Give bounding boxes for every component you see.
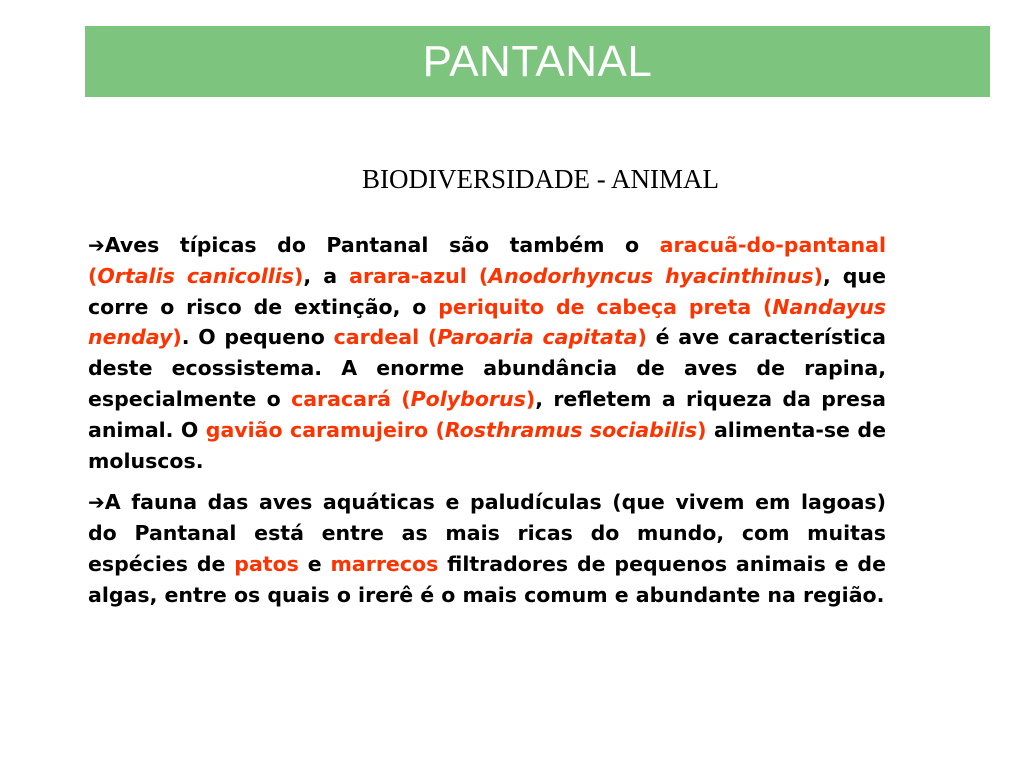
slide-title: PANTANAL [422, 36, 653, 86]
species-nandayus: Nandayus nenday [88, 294, 886, 350]
species-polyborus: Polyborus [410, 386, 526, 411]
title-bar [85, 26, 990, 97]
text-segment: , a [303, 263, 350, 288]
paren-close: ) [813, 263, 823, 288]
highlight-arara-azul: arara-azul ( [349, 263, 489, 288]
paragraph-aves-tipicas [88, 230, 886, 476]
species-rosthramus: Rosthramus sociabilis [444, 417, 698, 442]
text-segment: , que corre o risco de extinção, o [88, 263, 886, 319]
highlight-aracua: aracuã-do-pantanal ( [88, 233, 886, 288]
paren-close: ) [525, 386, 536, 411]
highlight-gaviao: gavião caramujeiro ( [205, 417, 445, 442]
slide-subtitle: BIODIVERSIDADE - ANIMAL [362, 164, 719, 194]
arrow-bullet-icon: ➔ [88, 490, 105, 515]
species-paroaria: Paroaria capitata [437, 325, 638, 350]
highlight-cardeal: cardeal ( [333, 325, 438, 350]
text-segment: Aves típicas do Pantanal são também o [104, 233, 660, 257]
highlight-periquito: periquito de cabeça preta ( [438, 294, 773, 319]
text-segment: . O pequeno [181, 325, 334, 350]
text-segment: filtradores de pequenos animais e de algas, entre os quais o irerê é o mais comum e abundante na região. [88, 551, 886, 607]
text-segment: alimenta-se de moluscos. [88, 417, 886, 473]
text-segment: A fauna das aves aquáticas e paludículas (que vivem em lagoas) do Pantanal está entre as mais ricas do mundo, com muitas espécies de [88, 490, 886, 576]
slide-body [88, 230, 886, 611]
highlight-patos: patos [234, 551, 299, 576]
highlight-marrecos: marrecos [330, 551, 439, 576]
highlight-caracara: caracará ( [291, 386, 411, 411]
paren-close: ) [637, 325, 647, 350]
paren-close: ) [697, 417, 707, 442]
species-ortalis: Ortalis canicollis [97, 263, 294, 288]
arrow-bullet-icon: ➔ [88, 233, 105, 257]
paragraph-aves-aquaticas [88, 487, 886, 610]
text-segment: , refletem a riqueza da presa animal. O [88, 386, 886, 442]
text-segment: e [298, 551, 331, 576]
text-segment: é ave característica deste ecossistema. A enorme abundância de aves de rapina, especialmente o [88, 325, 886, 411]
paren-close: ) [172, 325, 182, 350]
species-anodorhyncus: Anodorhyncus hyacinthinus [488, 263, 814, 288]
paren-close: ) [294, 263, 304, 288]
